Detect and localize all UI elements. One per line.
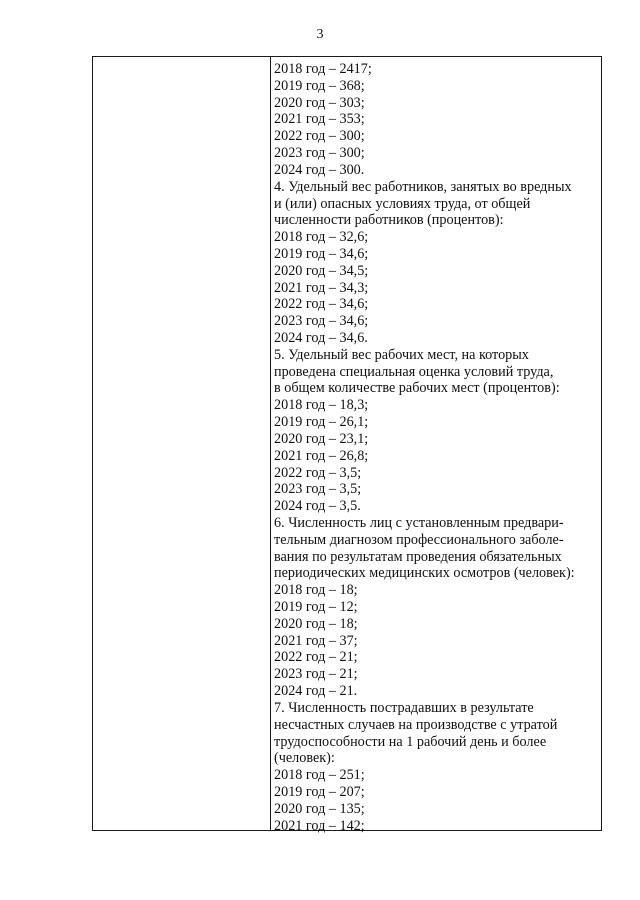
table-text-line: 2018 год – 251; [274,767,365,784]
table-text-line: 2024 год – 34,6. [274,330,368,346]
table-text-line: 2024 год – 300. [274,161,365,178]
table-text-line: в общем количестве рабочих мест (процентов): [274,380,560,397]
table-text-line: 5. Удельный вес рабочих мест, на которых [274,346,529,363]
table-text-line: 2019 год – 34,6; [274,245,369,262]
table-text-line: (человек): [274,750,335,767]
table-text-line: 2021 год – 34,3; [274,279,369,296]
table-text-line: 2020 год – 303; [274,94,365,111]
table-text-line: 2020 год – 18; [274,615,358,632]
table-text-line: 2022 год – 3,5; [274,464,362,481]
table-text-line: тельным диагнозом профессионального заболе- [274,531,564,548]
table-text-line: 2021 год – 353; [274,111,365,128]
table-text-line: периодических медицинских осмотров (человек): [274,565,575,582]
table-text-line: несчастных случаев на производстве с утратой [274,716,558,733]
table-text-line: 2020 год – 135; [274,800,365,817]
table-text-line: 2022 год – 300; [274,128,365,145]
table-text-line: 2024 год – 21. [274,683,358,700]
table-text-line: 2023 год – 300; [274,145,365,162]
table-text-line: 2020 год – 23,1; [274,430,369,447]
table-text-line: 2018 год – 18; [274,582,358,599]
page-number: 3 [316,27,324,42]
table-text-line: трудоспособности на 1 рабочий день и более [274,733,547,750]
table-text-line: 2021 год – 142; [274,817,365,834]
table-text-line: 2024 год – 3,5. [274,498,361,515]
table-text-line: 2019 год – 26,1; [274,414,369,431]
table-text-line: 2019 год – 12; [274,599,358,615]
table-text-line: и (или) опасных условиях труда, от общей [274,195,531,212]
table-text-line: вания по результатам проведения обязательных [274,548,562,565]
table-left-cell [93,57,270,830]
table-text-line: 2022 год – 34,6; [274,296,369,313]
table-text-line: 2023 год – 21; [274,666,358,683]
table-text-line: численности работников (процентов): [274,212,504,229]
table-right-cell [274,61,596,834]
table-text-line: 2018 год – 18,3; [274,397,369,414]
table-text-line: проведена специальная оценка условий труда, [274,363,554,380]
table-text-line: 2021 год – 37; [274,632,358,649]
table-text-line: 2019 год – 368; [274,77,365,94]
indicator-table [92,56,602,834]
table-text-line: 7. Численность пострадавших в результате [274,699,534,716]
table-text-line: 2020 год – 34,5; [274,262,369,279]
table-text-line: 4. Удельный вес работников, занятых во вредных [274,178,572,195]
table-text-line: 2023 год – 3,5; [274,481,362,498]
table-text-line: 2023 год – 34,6; [274,313,369,330]
table-text-line: 2019 год – 207; [274,783,365,800]
table-text-line: 2021 год – 26,8; [274,447,369,464]
table-text-line: 2018 год – 2417; [274,61,372,77]
table-column-divider [270,57,271,830]
table-text-line: 2018 год – 32,6; [274,229,369,246]
table-text-line: 6. Численность лиц с установленным предвари- [274,514,564,531]
table-text-line: 2022 год – 21; [274,649,358,666]
